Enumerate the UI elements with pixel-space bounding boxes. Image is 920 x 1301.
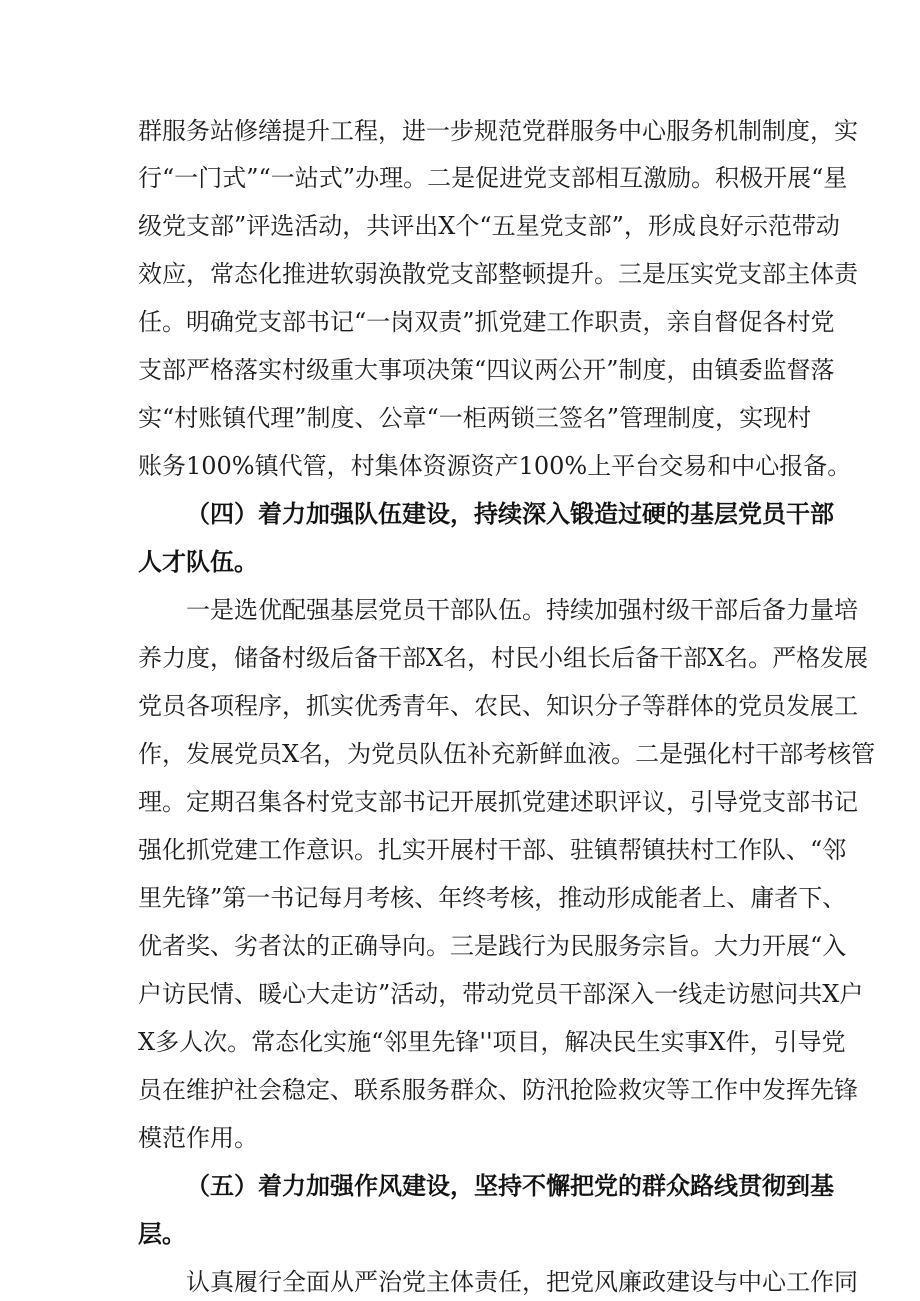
text-line: 任。明确党支部书记“一岗双责”抓党建工作职责，亲自督促各村党: [138, 308, 835, 336]
heading-line: 人才队伍。: [138, 548, 258, 576]
text-line: 党员各项程序，抓实优秀青年、农民、知识分子等群体的党员发展工: [138, 692, 858, 720]
text-line: 支部严格落实村级重大事项决策“四议两公开”制度，由镇委监督落: [138, 356, 835, 384]
text-line: 账务100%镇代管，村集体资源资产100%上平台交易和中心报备。: [138, 452, 852, 480]
text-line: X多人次。常态化实施“邻里先锋''项目，解决民生实事X件，引导党: [138, 1028, 846, 1056]
text-line: 理。定期召集各村党支部书记开展抓党建述职评议，引导党支部书记: [138, 788, 858, 816]
text-line: 级党支部”评选活动，共评出X个“五星党支部”，形成良好示范带动: [138, 212, 840, 240]
text-line: 模范作用。: [138, 1124, 258, 1152]
text-line: 户访民情、暖心大走访”活动，带动党员干部深入一线走访慰问共X户: [138, 980, 864, 1008]
text-line: 作，发展党员X名，为党员队伍补充新鲜血液。二是强化村干部考核管: [138, 740, 876, 768]
text-line: 强化抓党建工作意识。扎实开展村干部、驻镇帮镇扶村工作队、“邻: [138, 836, 847, 864]
text-line: 群服务站修缮提升工程，进一步规范党群服务中心服务机制制度，实: [138, 117, 858, 145]
text-line: 养力度，储备村级后备干部X名，村民小组长后备干部X名。严格发展: [138, 644, 869, 672]
text-line: 实“村账镇代理”制度、公章“一柜两锁三签名”管理制度，实现村: [138, 404, 812, 432]
heading-line: 层。: [138, 1220, 186, 1248]
text-line: 一是选优配强基层党员干部队伍。持续加强村级干部后备力量培: [186, 596, 858, 624]
text-line: 效应，常态化推进软弱涣散党支部整顿提升。三是压实党支部主体责: [138, 260, 858, 288]
heading-line: （五）着力加强作风建设，坚持不懈把党的群众路线贯彻到基: [186, 1172, 834, 1200]
text-line: 认真履行全面从严治党主体责任，把党风廉政建设与中心工作同: [186, 1268, 858, 1296]
text-line: 行“一门式”“一站式”办理。二是促进党支部相互激励。积极开展“星: [138, 164, 848, 192]
text-line: 优者奖、劣者汰的正确导向。三是践行为民服务宗旨。大力开展“入: [138, 932, 847, 960]
heading-line: （四）着力加强队伍建设，持续深入锻造过硬的基层党员干部: [186, 500, 834, 528]
text-line: 里先锋”第一书记每月考核、年终考核，推动形成能者上、庸者下、: [138, 884, 847, 912]
text-line: 员在维护社会稳定、联系服务群众、防汛抢险救灾等工作中发挥先锋: [138, 1076, 858, 1104]
